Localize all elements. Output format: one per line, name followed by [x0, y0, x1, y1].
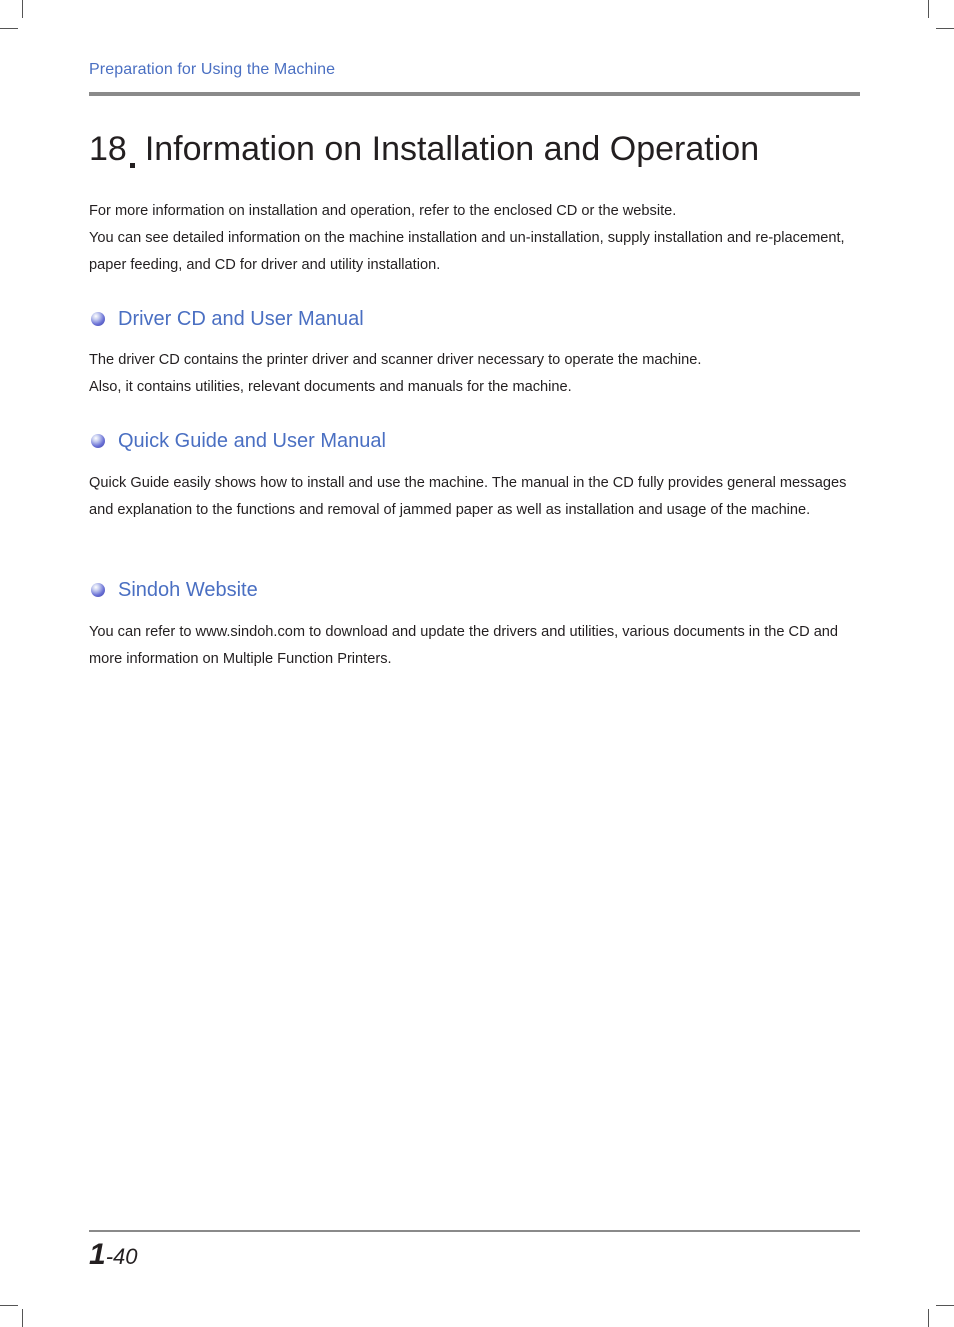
page-number-chapter: 1 [89, 1238, 106, 1271]
section-heading-text: Quick Guide and User Manual [118, 429, 386, 452]
chapter-title-text: Information on Installation and Operation [144, 130, 760, 168]
chapter-number: 18 [89, 130, 127, 168]
crop-mark [0, 28, 18, 29]
bullet-icon [91, 583, 105, 597]
driver-cd-paragraph-1: The driver CD contains the printer driver and scanner driver necessary to operate the machine. [89, 352, 702, 368]
chapter-title [89, 130, 759, 169]
section-heading-quick-guide [91, 428, 386, 454]
section-heading-sindoh-website [91, 577, 258, 603]
header-rule [89, 92, 860, 96]
crop-mark [928, 0, 929, 18]
page-number [89, 1238, 138, 1272]
footer-rule [89, 1230, 860, 1232]
crop-mark [0, 1305, 18, 1306]
sindoh-website-paragraph: You can refer to www.sindoh.com to download and update the drivers and utilities, various documents in the CD and more information on Multiple Function Printers. [89, 624, 839, 667]
bullet-icon [91, 312, 105, 326]
intro-paragraph-1: For more information on installation and operation, refer to the enclosed CD or the website. [89, 203, 677, 219]
crop-mark [22, 1309, 23, 1327]
crop-mark [936, 28, 954, 29]
bullet-icon [91, 434, 105, 448]
section-heading-text: Sindoh Website [118, 578, 258, 601]
chapter-dot [130, 163, 135, 168]
running-header: Preparation for Using the Machine [89, 61, 336, 78]
section-heading-text: Driver CD and User Manual [118, 307, 364, 330]
intro-paragraph-2: You can see detailed information on the machine installation and un-installation, supply installation and re-placement, paper feeding, and CD for driver and utility installation. [89, 230, 845, 273]
crop-mark [936, 1305, 954, 1306]
quick-guide-paragraph: Quick Guide easily shows how to install and use the machine. The manual in the CD fully provides general messages and explanation to the functions and removal of jammed paper as well as installation and usage of the machine. [89, 475, 847, 518]
crop-mark [22, 0, 23, 18]
driver-cd-paragraph-2: Also, it contains utilities, relevant documents and manuals for the machine. [89, 379, 572, 395]
page-number-page: 40 [113, 1244, 138, 1269]
section-heading-driver-cd [91, 306, 364, 332]
page-number-separator: - [105, 1244, 114, 1269]
crop-mark [928, 1309, 929, 1327]
